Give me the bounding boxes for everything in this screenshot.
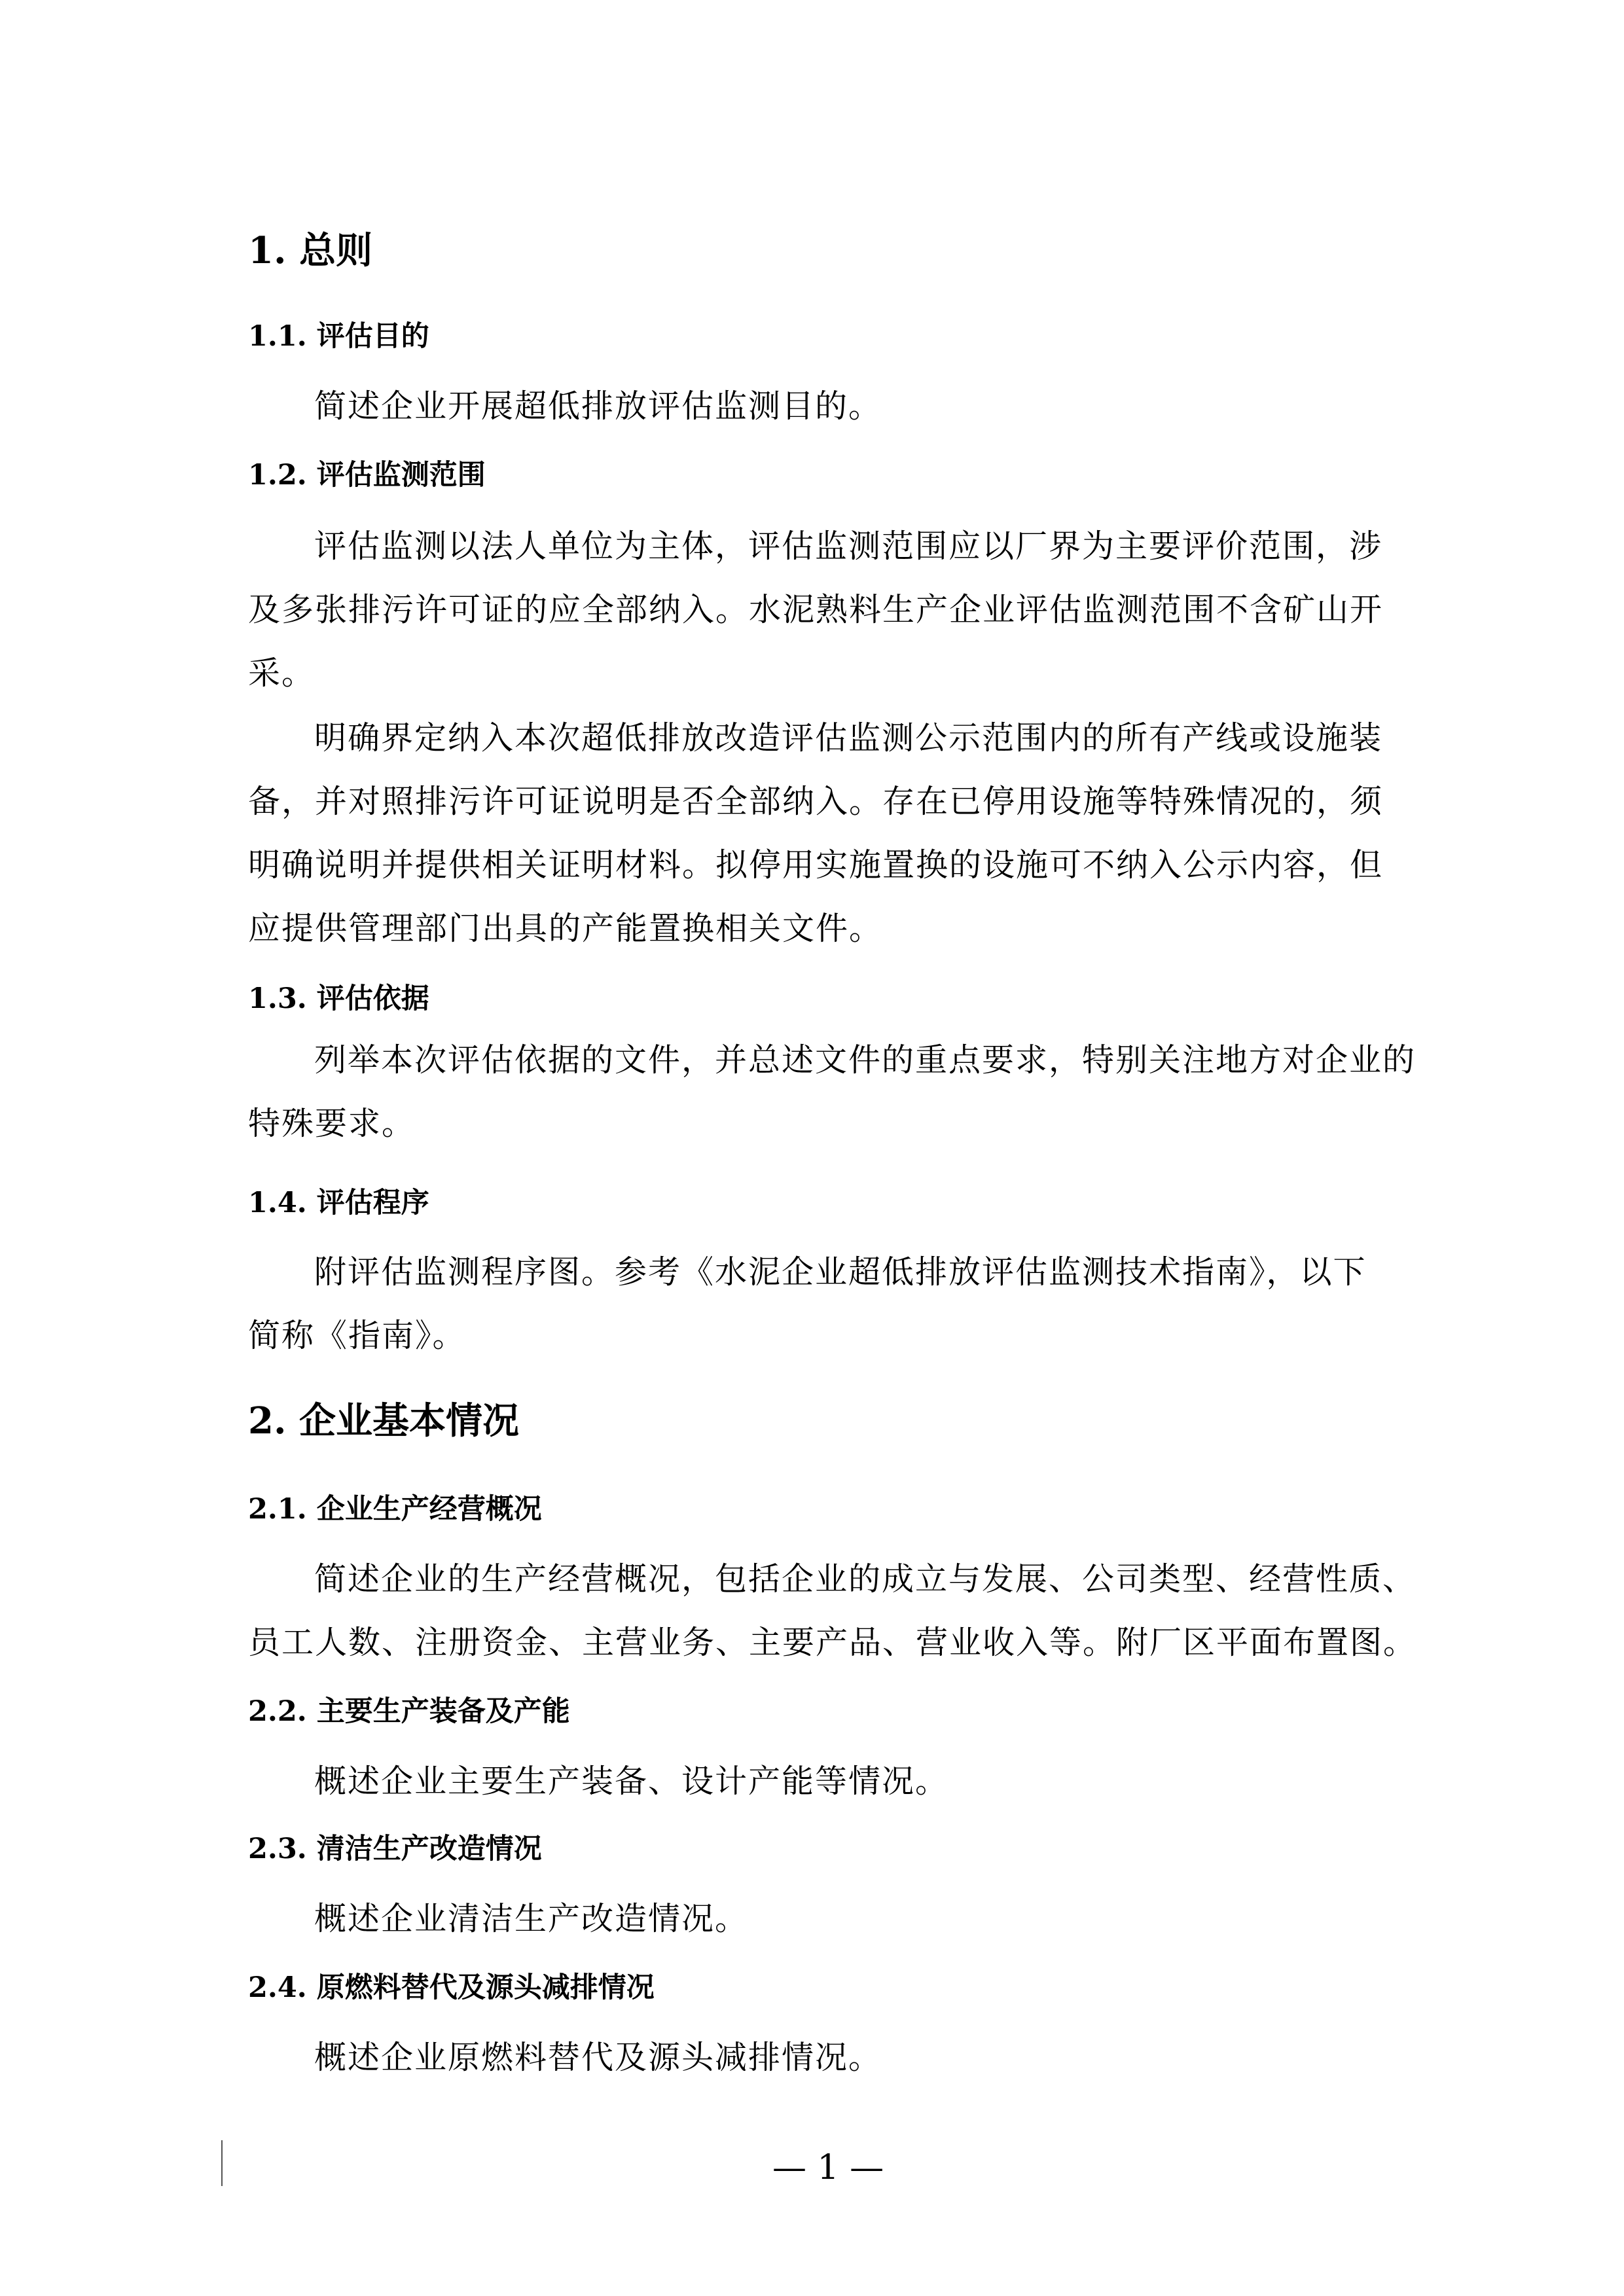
- paragraph-line: 简述企业开展超低排放评估监测目的。: [314, 387, 882, 425]
- paragraph-2-4: [248, 2026, 1390, 2089]
- paragraph-1-3: [248, 1028, 1416, 1155]
- paragraph-line: 概述企业主要生产装备、设计产能等情况。: [314, 1763, 949, 1800]
- paragraph-line: 员工人数、注册资金、主营业务、主要产品、营业收入等。附厂区平面布置图。: [248, 1624, 1417, 1661]
- margin-bar: [221, 2140, 223, 2186]
- subsection-heading-2-3: 2.3. 清洁生产改造情况: [248, 1833, 542, 1865]
- paragraph-1-1: [248, 374, 1390, 438]
- subsection-heading-2-4: 2.4. 原燃料替代及源头减排情况: [248, 1971, 655, 2004]
- paragraph-2-1: [248, 1547, 1417, 1674]
- paragraph-line: 简称《指南》。: [248, 1317, 466, 1354]
- paragraph-line: 附评估监测程序图。参考《水泥企业超低排放评估监测技术指南》，以下: [314, 1253, 1367, 1291]
- paragraph-1-2-b: [248, 706, 1390, 960]
- subsection-heading-1-2: 1.2. 评估监测范围: [248, 459, 486, 492]
- paragraph-line: 及多张排污许可证的应全部纳入。水泥熟料生产企业评估监测范围不含矿山开: [248, 591, 1384, 628]
- subsection-heading-1-4: 1.4. 评估程序: [248, 1187, 429, 1219]
- paragraph-line: 概述企业清洁生产改造情况。: [314, 1900, 749, 1937]
- paragraph-line: 简述企业的生产经营概况，包括企业的成立与发展、公司类型、经营性质、: [314, 1560, 1416, 1598]
- subsection-heading-2-1: 2.1. 企业生产经营概况: [248, 1493, 542, 1526]
- paragraph-line: 评估监测以法人单位为主体，评估监测范围应以厂界为主要评价范围，涉: [314, 528, 1383, 565]
- paragraph-line: 特殊要求。: [248, 1105, 416, 1142]
- paragraph-line: 明确说明并提供相关证明材料。拟停用实施置换的设施可不纳入公示内容，但: [248, 846, 1384, 884]
- paragraph-line: 列举本次评估依据的文件，并总述文件的重点要求，特别关注地方对企业的: [314, 1041, 1416, 1079]
- subsection-heading-2-2: 2.2. 主要生产装备及产能: [248, 1695, 570, 1728]
- subsection-heading-1-3: 1.3. 评估依据: [248, 982, 429, 1015]
- section-heading-2: 2. 企业基本情况: [248, 1399, 519, 1443]
- paragraph-line: 应提供管理部门出具的产能置换相关文件。: [248, 910, 883, 947]
- page-number: — 1 —: [772, 2148, 884, 2187]
- section-heading-1: 1. 总则: [248, 229, 372, 272]
- subsection-heading-1-1: 1.1. 评估目的: [248, 320, 429, 353]
- paragraph-line: 明确界定纳入本次超低排放改造评估监测公示范围内的所有产线或设施装: [314, 719, 1383, 757]
- paragraph-1-4: [248, 1240, 1390, 1367]
- paragraph-line: 采。: [248, 655, 316, 692]
- paragraph-2-3: [248, 1887, 1390, 1950]
- paragraph-1-2-a: [248, 514, 1390, 705]
- paragraph-line: 概述企业原燃料替代及源头减排情况。: [314, 2039, 882, 2076]
- paragraph-2-2: [248, 1749, 1390, 1813]
- paragraph-line: 备，并对照排污许可证说明是否全部纳入。存在已停用设施等特殊情况的，须: [248, 783, 1384, 820]
